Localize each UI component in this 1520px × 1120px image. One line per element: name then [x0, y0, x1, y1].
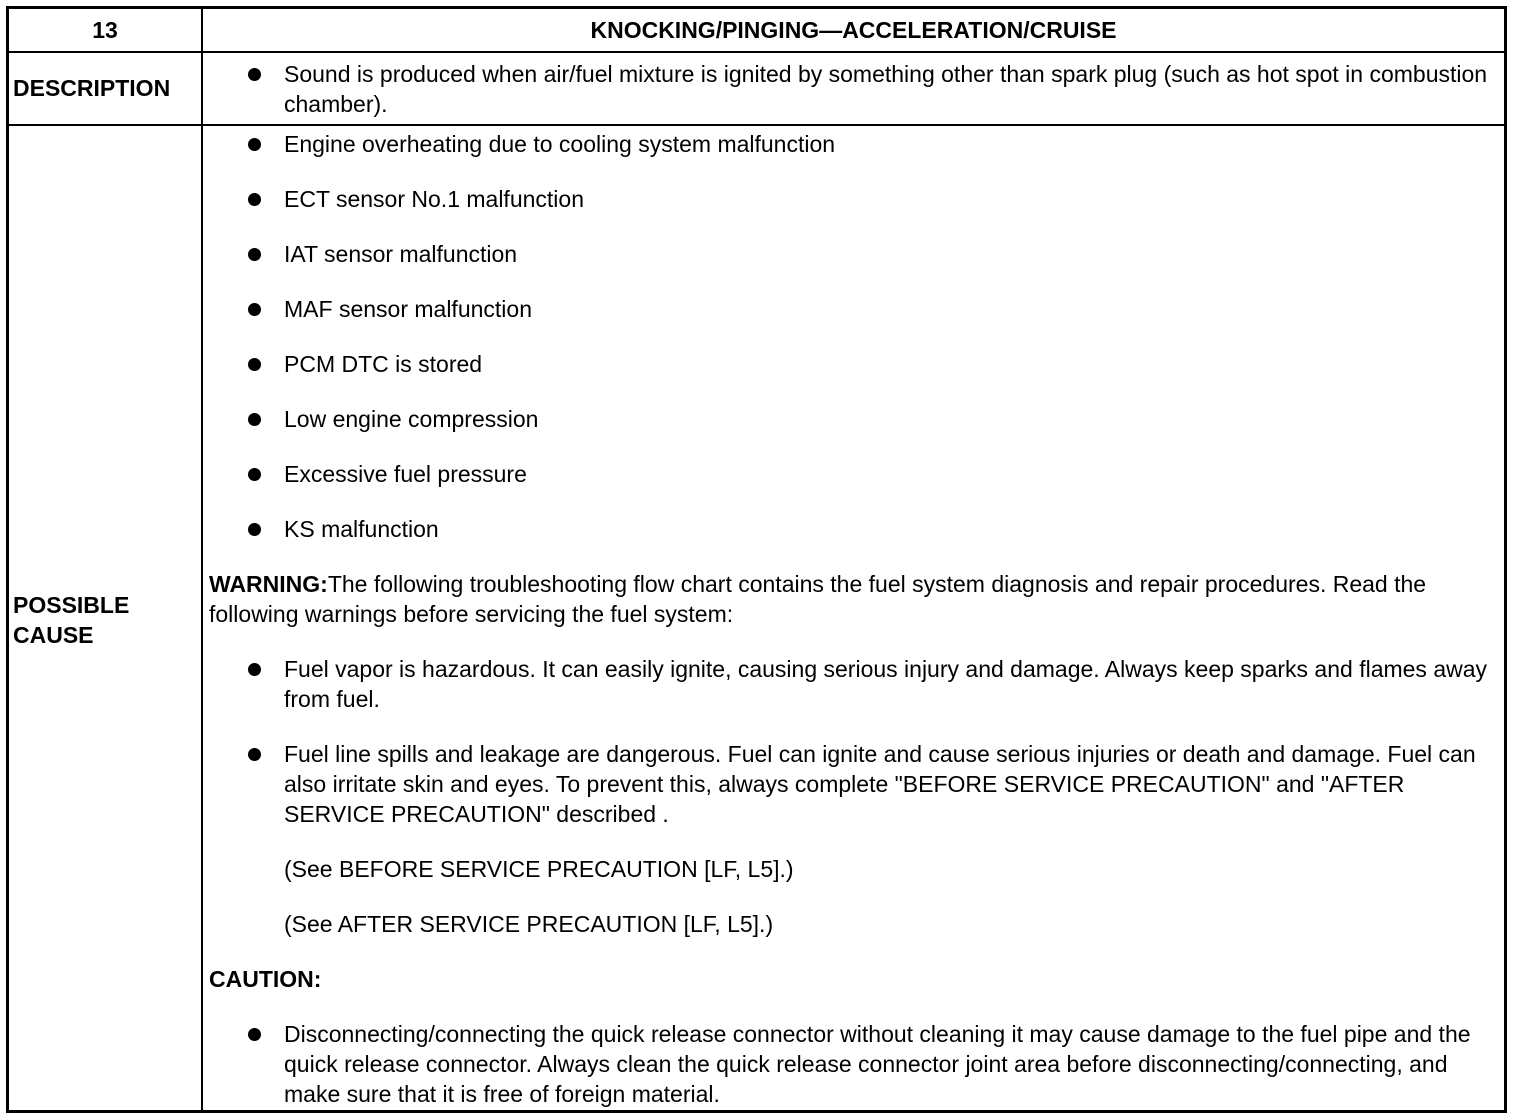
bullet-icon	[248, 663, 261, 676]
bullet-icon	[248, 248, 261, 261]
description-item: Sound is produced when air/fuel mixture is ignited by something other than spark plug (such as hot spot in combustion chamber).	[203, 59, 1492, 119]
cause-item: MAF sensor malfunction	[203, 294, 1492, 324]
cause-item: IAT sensor malfunction	[203, 239, 1492, 269]
cause-item: KS malfunction	[203, 514, 1492, 544]
caution-prefix: CAUTION:	[209, 966, 322, 992]
caution-item: Disconnecting/connecting the quick release connector without cleaning it may cause damage to the fuel pipe and the quick release connector. Always clean the quick release connector joint area before disconnecting/connecting, and make sure that it is free of foreign material.	[203, 1019, 1492, 1109]
warning-paragraph	[209, 569, 1492, 629]
warning-text: The following troubleshooting flow chart contains the fuel system diagnosis and repair procedures. Read the following warnings before servicing the fuel system:	[209, 571, 1427, 627]
possible-cause-label-cell	[9, 124, 203, 1110]
bullet-icon	[248, 68, 261, 81]
description-label-cell	[9, 51, 203, 124]
bullet-icon	[248, 1028, 261, 1041]
troubleshooting-table	[6, 6, 1507, 1113]
header-row	[9, 9, 1504, 53]
before-service-reference[interactable]: (See BEFORE SERVICE PRECAUTION [LF, L5].)	[284, 856, 794, 882]
cause-item: PCM DTC is stored	[203, 349, 1492, 379]
bullet-icon	[248, 523, 261, 536]
caution-heading	[209, 964, 1492, 994]
warning-item: Fuel line spills and leakage are dangerous. Fuel can ignite and cause serious injuries or death and damage. Fuel can also irritate skin and eyes. To prevent this, always complete "BEFORE SERVICE PRECAUTION" and "AFTER SERVICE PRECAUTION" described .	[203, 739, 1492, 829]
bullet-icon	[248, 358, 261, 371]
bullet-icon	[248, 468, 261, 481]
cause-item: Engine overheating due to cooling system malfunction	[203, 129, 1492, 159]
after-service-reference[interactable]: (See AFTER SERVICE PRECAUTION [LF, L5].)	[284, 911, 774, 937]
possible-cause-content-cell	[203, 124, 1504, 1110]
cause-item: Low engine compression	[203, 404, 1492, 434]
possible-cause-label: POSSIBLE CAUSE	[13, 592, 130, 648]
bullet-icon	[248, 303, 261, 316]
possible-cause-row	[9, 124, 1504, 1110]
description-label: DESCRIPTION	[13, 75, 171, 101]
warning-prefix: WARNING:	[209, 571, 328, 597]
warning-item: Fuel vapor is hazardous. It can easily ignite, causing serious injury and damage. Always keep sparks and flames away from fuel.	[203, 654, 1492, 714]
bullet-icon	[248, 413, 261, 426]
description-content-cell	[203, 51, 1504, 124]
bullet-icon	[248, 138, 261, 151]
cause-item: ECT sensor No.1 malfunction	[203, 184, 1492, 214]
description-row	[9, 51, 1504, 126]
symptom-title: KNOCKING/PINGING—ACCELERATION/CRUISE	[590, 17, 1117, 43]
header-number-cell	[9, 9, 203, 51]
bullet-icon	[248, 193, 261, 206]
header-title-cell	[203, 9, 1504, 51]
cause-item: Excessive fuel pressure	[203, 459, 1492, 489]
bullet-icon	[248, 748, 261, 761]
symptom-number: 13	[92, 17, 118, 43]
